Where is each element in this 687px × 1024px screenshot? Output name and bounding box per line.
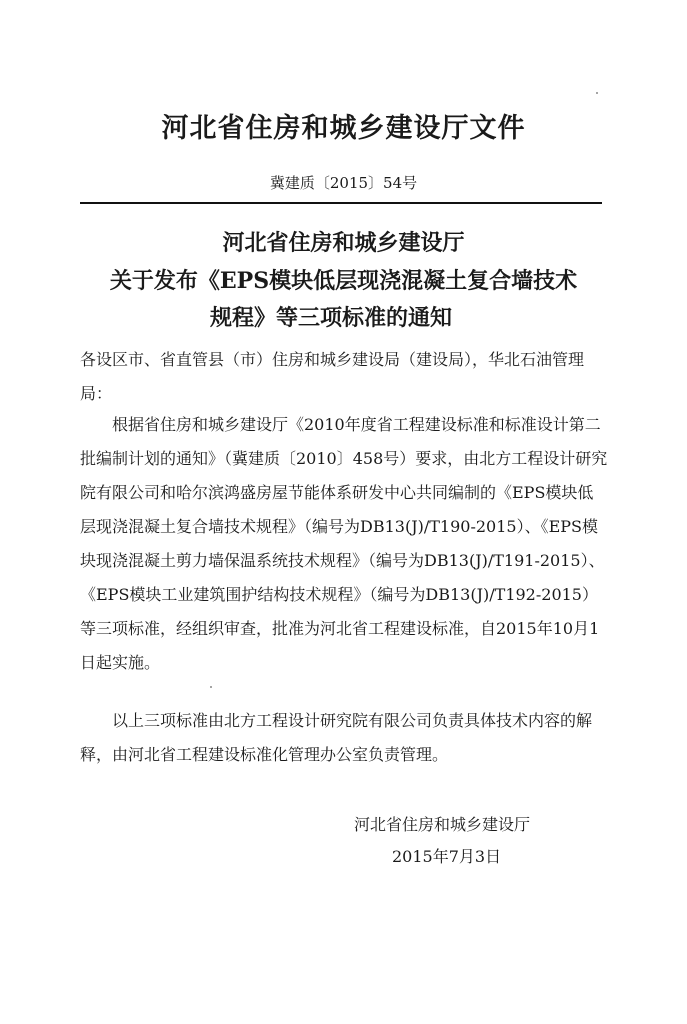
notice-title-line-3: 规程》等三项标准的通知 [210,305,453,331]
scan-speck [596,92,598,94]
notice-title-line-1: 河北省住房和城乡建设厅 [222,230,465,256]
signature-date: 2015年7月3日 [392,847,502,866]
issuer-heading: 河北省住房和城乡建设厅文件 [161,113,526,144]
notice-title-line-2: 关于发布《EPS模块低层现浇混凝土复合墙技术 [109,268,578,294]
document-number: 冀建质〔2015〕54号 [269,174,418,192]
body-paragraph-2: 以上三项标准由北方工程设计研究院有限公司负责具体技术内容的解释，由河北省工程建设标准化管理办公室负责管理。 [80,711,593,764]
header-divider [80,202,602,204]
body-paragraph-1: 根据省住房和城乡建设厅《2010年度省工程建设标准和标准设计第二批编制计划的通知》（冀建质〔2010〕458号）要求，由北方工程设计研究院有限公司和哈尔滨鸿盛房屋节能体系研发中心共同编制的《EPS模块低层现浇混凝土复合墙技术规程》（编号为DB13(J)/T190-2015）、《EPS模块现浇混凝土剪力墙保温系统技术规程》（编号为DB13(J)/T191-2015）、《EPS模块工业建筑围护结构技术规程》（编号为DB13(J)/T192-2015）等三项标准，经组织审查，批准为河北省工程建设标准，自2015年10月1日起实施。 [80,415,608,672]
salutation: 各设区市、省直管县（市）住房和城乡建设局（建设局），华北石油管理局： [80,350,585,403]
signature-organization: 河北省住房和城乡建设厅 [354,815,531,834]
scan-speck [210,686,212,688]
